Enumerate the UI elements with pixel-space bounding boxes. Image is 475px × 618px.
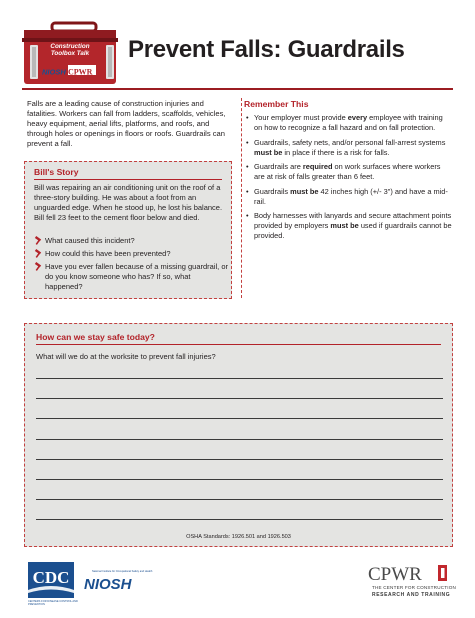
osha-standards: OSHA Standards: 1926.501 and 1926.503: [186, 534, 291, 540]
answer-line[interactable]: [36, 459, 443, 460]
remember-item: • Body harnesses with lanyards and secure attachment points provided by employers must be used if guardrails cannot be provided.: [246, 211, 452, 241]
remember-item: • Guardrails must be 42 inches high (+/- 3") and have a mid-rail.: [246, 187, 452, 207]
answer-line[interactable]: [36, 378, 443, 379]
story-title: Bill's Story: [34, 167, 79, 177]
svg-text:National Institute for Occupat: National Institute for Occupational Safety and Health: [92, 570, 153, 573]
answer-line[interactable]: [36, 439, 443, 440]
stay-safe-divider: [36, 344, 441, 345]
question-item: [34, 236, 228, 246]
toolbox-cpwr-logo: [68, 67, 98, 76]
remember-divider: [241, 98, 243, 298]
svg-text:CPWR: CPWR: [68, 67, 93, 77]
story-divider: [34, 179, 222, 180]
answer-line[interactable]: [36, 398, 443, 399]
cdc-logo: [28, 562, 74, 600]
remember-section: [241, 99, 453, 109]
question-text: Have you ever fallen because of a missing guardrail, or do you know someone who has? If so, what happened?: [45, 262, 229, 291]
cpwr-subtitle-1: THE CENTER FOR CONSTRUCTION: [372, 585, 457, 590]
answer-line[interactable]: [36, 499, 443, 500]
intro-paragraph: Falls are a leading cause of construction injuries and fatalities. Workers can fall from ladders, scaffolds, vehicles, heavy equipment, aerial lifts, platforms, and roofs, and through holes or openings in floors or roofs. Guardrails can prevent a fall.: [27, 99, 226, 148]
discussion-questions: [34, 236, 228, 295]
svg-text:CDC: CDC: [32, 568, 70, 587]
svg-text:NIOSH: NIOSH: [42, 67, 66, 77]
niosh-logo: [82, 566, 153, 596]
remember-item: • Your employer must provide every employee with training on how to recognize a fall hazard and on fall protection.: [246, 113, 452, 133]
remember-title: Remember This: [244, 99, 309, 109]
cpwr-logo: [368, 562, 454, 584]
stay-safe-title: How can we stay safe today?: [36, 332, 155, 342]
stay-safe-box: [24, 323, 453, 547]
answer-line[interactable]: [36, 519, 443, 520]
toolbox-niosh-logo: [42, 67, 68, 76]
hammer-icon: [34, 263, 42, 271]
question-text: What caused this incident?: [45, 236, 135, 245]
toolbox-label-line2: Toolbox Talk: [50, 50, 90, 57]
story-box: [24, 161, 232, 299]
story-text: Bill was repairing an air conditioning unit on the roof of a three-story building. He was about a foot from an unguarded edge. When he stood up, he lost his balance. Bill fell 23 feet to the cement floor below and died.: [34, 183, 223, 222]
remember-item: • Guardrails, safety nets, and/or personal fall-arrest systems must be in place if there is a risk for falls.: [246, 138, 452, 158]
header: [0, 0, 475, 93]
toolbox-label: [40, 43, 100, 57]
hammer-icon: [34, 237, 42, 245]
page-title: Prevent Falls: Guardrails: [128, 36, 405, 63]
answer-line[interactable]: [36, 418, 443, 419]
toolbox-label-line1: Construction: [50, 43, 90, 50]
cdc-subtitle: CENTERS FOR DISEASE CONTROL AND PREVENTION: [28, 600, 78, 606]
cpwr-subtitle-2: RESEARCH AND TRAINING: [372, 592, 451, 598]
question-item: [34, 262, 228, 292]
remember-item: • Guardrails are required on work surfaces where workers are at risk of falls greater than 6 feet.: [246, 162, 452, 182]
remember-list: [246, 113, 452, 246]
hammer-icon: [34, 250, 42, 258]
question-item: [34, 249, 228, 259]
svg-text:NIOSH: NIOSH: [84, 576, 132, 593]
header-divider: [22, 88, 453, 90]
answer-line[interactable]: [36, 479, 443, 480]
svg-text:CPWR: CPWR: [368, 564, 422, 585]
stay-safe-question: What will we do at the worksite to prevent fall injuries?: [36, 352, 216, 361]
question-text: How could this have been prevented?: [45, 249, 171, 258]
